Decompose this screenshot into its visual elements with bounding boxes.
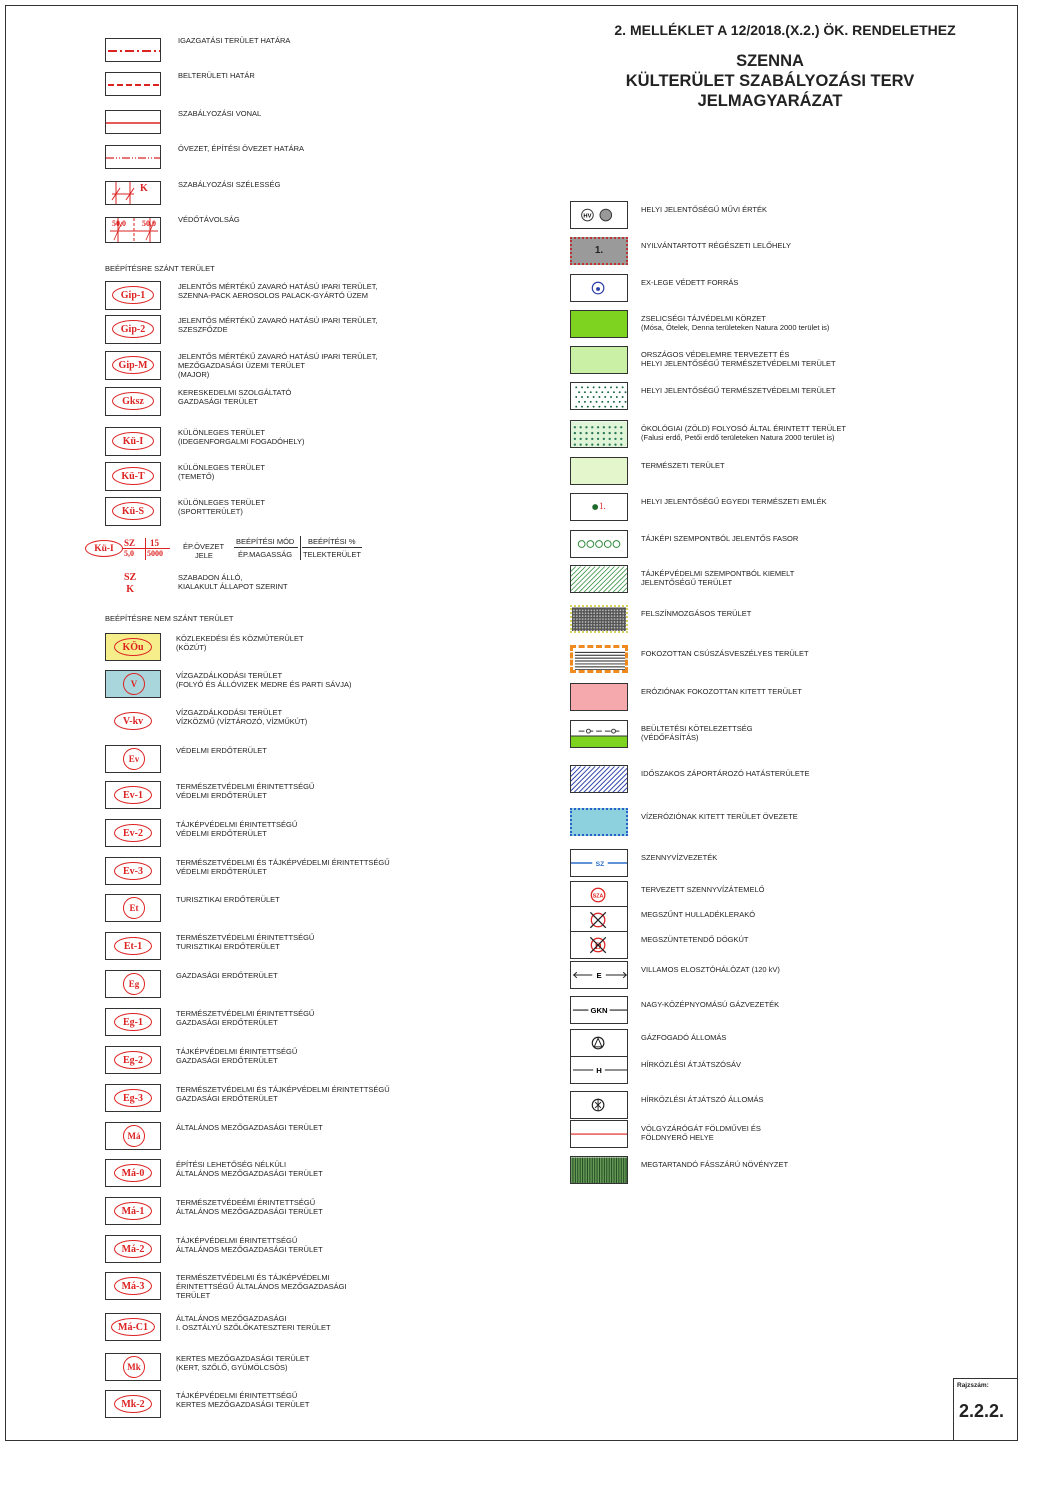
zone-code-ellipse: Eg-1 bbox=[114, 1013, 152, 1031]
zone-label: TÁJKÉPVÉDELMI ÉRINTETTSÉGŰ ÁLTALÁNOS MEZŐGAZDASÁGI TERÜLET bbox=[176, 1236, 323, 1254]
zone-label: ÁLTALÁNOS MEZŐGAZDASÁGI TERÜLET bbox=[176, 1123, 323, 1132]
symbol-label: BEÜLTETÉSI KÖTELEZETTSÉG (VÉDŐFÁSÍTÁS) bbox=[641, 724, 753, 742]
zone-code-circle: Ev bbox=[123, 748, 145, 770]
symbol-hatch-green bbox=[570, 565, 628, 593]
zone-code-ellipse: Et-1 bbox=[114, 937, 152, 955]
zone-label: JELENTŐS MÉRTÉKŰ ZAVARÓ HATÁSÚ IPARI TERÜLET, SZESZFŐZDE bbox=[178, 316, 378, 334]
symbol-label: HELYI JELENTŐSÉGŰ TERMÉSZETVÉDELMI TERÜLET bbox=[641, 386, 836, 395]
symbol-label: ORSZÁGOS VÉDELEMRE TERVEZETT ÉS HELYI JELENTŐSÉGŰ TERMÉSZETVÉDELMI TERÜLET bbox=[641, 350, 836, 368]
symbol-label: MEGSZŰNT HULLADÉKLERAKÓ bbox=[641, 910, 756, 919]
symbol-label: HELYI JELENTŐSÉGŰ EGYEDI TERMÉSZETI EMLÉK bbox=[641, 497, 827, 506]
symbol-solid bbox=[570, 310, 628, 338]
admin-boundary-label: IGAZGATÁSI TERÜLET HATÁRA bbox=[178, 36, 291, 45]
drawing-number-stamp bbox=[953, 1378, 1018, 1441]
archeo-number: 1. bbox=[594, 245, 604, 256]
zone-label: TURISZTIKAI ERDŐTERÜLET bbox=[176, 895, 280, 904]
zone-code-ellipse: Kü-I bbox=[112, 432, 154, 450]
zone-code-circle: Má bbox=[123, 1125, 145, 1147]
zone-label: TERMÉSZETVÉDELMI ÉS TÁJKÉPVÉDELMI ÉRINTETTSÉGŰ ÁLTALÁNOS MEZŐGAZDASÁGI TERÜLET bbox=[176, 1273, 347, 1300]
symbol-label: TERVEZETT SZENNYVÍZÁTEMELŐ bbox=[641, 885, 765, 894]
symbol-label: MEGSZÜNTETENDŐ DÖGKÚT bbox=[641, 935, 749, 944]
zone-code-ellipse: KÖu bbox=[114, 638, 152, 656]
free-standing-sz: SZ bbox=[124, 572, 137, 583]
symbol-dots-eco bbox=[570, 420, 628, 448]
zone-code-ellipse: Kü-T bbox=[112, 467, 154, 485]
svg-text:SZA: SZA bbox=[592, 893, 604, 900]
zone-label: VÍZGAZDÁLKODÁSI TERÜLET VÍZKÖZMŰ (VÍZTÁROZÓ, VÍZMŰKÚT) bbox=[176, 708, 308, 726]
zone-label: TÁJKÉPVÉDELMI ÉRINTETTSÉGŰ GAZDASÁGI ERDŐTERÜLET bbox=[176, 1047, 298, 1065]
zone-code-ellipse: Kü-S bbox=[112, 502, 154, 520]
symbol-planting bbox=[570, 720, 628, 748]
symbol-solid bbox=[570, 683, 628, 711]
symbol-solid bbox=[570, 457, 628, 485]
symbol-label: HÍRKÖZLÉSI ÁTJÁTSZÓ ÁLLOMÁS bbox=[641, 1095, 764, 1104]
zone-code-ellipse: Má-1 bbox=[114, 1202, 152, 1220]
zone-boundary-symbol bbox=[105, 145, 161, 169]
title-line-2: KÜLTERÜLET SZABÁLYOZÁSI TERV bbox=[625, 72, 915, 90]
zone-label: GAZDASÁGI ERDŐTERÜLET bbox=[176, 971, 278, 980]
zone-key-col1-top: ÉP.ÖVEZET bbox=[183, 542, 225, 551]
regulation-line-symbol bbox=[105, 110, 161, 134]
symbol-solid bbox=[570, 346, 628, 374]
zone-label: TÁJKÉPVÉDELMI ÉRINTETTSÉGŰ KERTES MEZŐGAZDASÁGI TERÜLET bbox=[176, 1391, 310, 1409]
symbol-label: ERÓZIÓNAK FOKOZOTTAN KITETT TERÜLET bbox=[641, 687, 802, 696]
symbol-radiostation bbox=[570, 1091, 628, 1119]
svg-text:HV: HV bbox=[583, 213, 592, 220]
protection-distance-label: VÉDŐTÁVOLSÁG bbox=[178, 215, 240, 224]
symbol-label: TÁJKÉPI SZEMPONTBÓL JELENTŐS FASOR bbox=[641, 534, 799, 543]
free-standing-symbol bbox=[124, 572, 136, 596]
symbol-dam bbox=[570, 1120, 628, 1148]
symbol-label: VÖLGYZÁRÓGÁT FÖLDMŰVEI ÉS FÖLDNYERŐ HELYE bbox=[641, 1124, 761, 1142]
zone-code-ellipse: Ev-3 bbox=[114, 862, 152, 880]
zone-code-ellipse: Má-0 bbox=[114, 1164, 152, 1182]
regulation-width-label: SZABÁLYOZÁSI SZÉLESSÉG bbox=[178, 180, 281, 189]
symbol-label: FELSZÍNMOZGÁSOS TERÜLET bbox=[641, 609, 752, 618]
admin-boundary-symbol bbox=[105, 38, 161, 62]
zone-code-ellipse: Gip-2 bbox=[112, 320, 154, 338]
svg-text:GKN: GKN bbox=[590, 1005, 608, 1015]
zone-code-ellipse: Má-2 bbox=[114, 1240, 152, 1258]
zone-key-divider-1 bbox=[234, 547, 298, 548]
title-line-1: SZENNA bbox=[736, 52, 804, 70]
svg-text:SZ: SZ bbox=[595, 860, 605, 868]
zone-label: TERMÉSZETVÉDELMI ÉRINTETTSÉGŰ TURISZTIKAI ERDŐTERÜLET bbox=[176, 933, 315, 951]
memorial-number: 1. bbox=[599, 501, 606, 511]
zone-key-col2-top: BEÉPÍTÉSI MÓD bbox=[236, 537, 295, 546]
symbol-label: TERMÉSZETI TERÜLET bbox=[641, 461, 725, 470]
zone-label: KERTES MEZŐGAZDASÁGI TERÜLET (KERT, SZŐLŐ, GYÜMÖLCSÖS) bbox=[176, 1354, 310, 1372]
zone-code-ellipse: Ev-1 bbox=[114, 786, 152, 804]
zone-label: TERMÉSZETVÉDELMI ÉS TÁJKÉPVÉDELMI ÉRINTETTSÉGŰ VÉDELMI ERDŐTERÜLET bbox=[176, 858, 390, 876]
zone-label: VÍZGAZDÁLKODÁSI TERÜLET (FOLYÓ ÉS ÁLLÓVIZEK MEDRE ÉS PARTI SÁVJA) bbox=[176, 671, 352, 689]
zone-label: TERMÉSZETVÉDELMI ÉRINTETTSÉGŰ VÉDELMI ERDŐTERÜLET bbox=[176, 782, 315, 800]
free-standing-k: K bbox=[126, 584, 134, 595]
regulation-width-code: K bbox=[140, 183, 148, 194]
zone-key-col1-bot: JELE bbox=[195, 551, 213, 560]
protection-distance-value-a: 50,0 bbox=[112, 219, 126, 228]
zone-label: VÉDELMI ERDŐTERÜLET bbox=[176, 746, 267, 755]
zone-label: KÖZLEKEDÉSI ÉS KÖZMŰTERÜLET (KÖZÚT) bbox=[176, 634, 304, 652]
symbol-row bbox=[570, 530, 628, 558]
zone-label: JELENTŐS MÉRTÉKŰ ZAVARÓ HATÁSÚ IPARI TERÜLET, MEZŐGAZDASÁGI ÜZEMI TERÜLET (MAJOR) bbox=[178, 352, 378, 379]
symbol-gasstation bbox=[570, 1029, 628, 1057]
zone-key-15: 15 bbox=[150, 538, 159, 548]
inner-area-boundary-symbol bbox=[105, 72, 161, 96]
symbol-label: HELYI JELENTŐSÉGŰ MŰVI ÉRTÉK bbox=[641, 205, 768, 214]
zone-key-col3-top: BEÉPÍTÉSI % bbox=[308, 537, 356, 546]
zone-code-circle: Mk bbox=[123, 1356, 145, 1378]
stamp-label: Rajzszám: bbox=[957, 1382, 989, 1389]
zone-code-circle: V bbox=[123, 673, 145, 695]
zone-label: KÜLÖNLEGES TERÜLET (IDEGENFORGALMI FOGADÓHELY) bbox=[178, 428, 305, 446]
zone-label: TERMÉSZETVÉDELMI ÉS TÁJKÉPVÉDELMI ÉRINTETTSÉGŰ GAZDASÁGI ERDŐTERÜLET bbox=[176, 1085, 390, 1103]
symbol-label: VÍZERÓZIÓNAK KITETT TERÜLET ÖVEZETE bbox=[641, 812, 798, 821]
zone-code-ellipse: V-kv bbox=[114, 712, 152, 730]
symbol-surface bbox=[570, 605, 628, 633]
zone-key-area: 5000 bbox=[147, 549, 163, 558]
zone-label: KÜLÖNLEGES TERÜLET (SPORTTERÜLET) bbox=[178, 498, 265, 516]
symbol-label: ÖKOLÓGIAI (ZÖLD) FOLYOSÓ ÁLTAL ÉRINTETT TERÜLET (Falusi erdő, Petői erdő területeken Natura 2000 terület is) bbox=[641, 424, 846, 442]
symbol-label: NAGY-KÖZÉPNYOMÁSÚ GÁZVEZETÉK bbox=[641, 1000, 780, 1009]
legend-title bbox=[560, 51, 980, 111]
zone-code-ellipse: Eg-2 bbox=[114, 1051, 152, 1069]
zone-label: ÉPÍTÉSI LEHETŐSÉG NÉLKÜLI ÁLTALÁNOS MEZŐGAZDASÁGI TERÜLET bbox=[176, 1160, 323, 1178]
zone-code-ellipse: Má-C1 bbox=[111, 1318, 155, 1336]
zone-code-circle: Et bbox=[123, 897, 145, 919]
symbol-hatch-blue bbox=[570, 765, 628, 793]
zone-key-col2-bot: ÉP.MAGASSÁG bbox=[238, 550, 293, 559]
symbol-sza bbox=[570, 881, 628, 909]
zone-key-box bbox=[122, 538, 170, 560]
zone-label: TÁJKÉPVÉDELMI ÉRINTETTSÉGŰ VÉDELMI ERDŐTERÜLET bbox=[176, 820, 298, 838]
symbol-label: IDŐSZAKOS ZÁPORTÁROZÓ HATÁSTERÜLETE bbox=[641, 769, 810, 778]
zone-label: KÜLÖNLEGES TERÜLET (TEMETŐ) bbox=[178, 463, 265, 481]
symbol-label: VILLAMOS ELOSZTÓHÁLÓZAT (120 kV) bbox=[641, 965, 780, 974]
section-unbuilt-heading: BEÉPÍTÉSRE NEM SZÁNT TERÜLET bbox=[105, 614, 234, 623]
zone-code-circle: Eg bbox=[123, 973, 145, 995]
inner-area-boundary-label: BELTERÜLETI HATÁR bbox=[178, 71, 255, 80]
symbol-label: MEGTARTANDÓ FÁSSZÁRÚ NÖVÉNYZET bbox=[641, 1160, 789, 1169]
regulation-width-symbol bbox=[105, 181, 161, 205]
protection-distance-value-b: 50,0 bbox=[142, 219, 156, 228]
symbol-label: EX-LEGE VÉDETT FORRÁS bbox=[641, 278, 739, 287]
symbol-sewer bbox=[570, 849, 628, 877]
section-built-heading: BEÉPÍTÉSRE SZÁNT TERÜLET bbox=[105, 264, 215, 273]
symbol-label: FOKOZOTTAN CSÚSZÁSVESZÉLYES TERÜLET bbox=[641, 649, 809, 658]
annex-title: 2. MELLÉKLET A 12/2018.(X.2.) ÖK. RENDELETHEZ bbox=[614, 22, 956, 38]
zone-label: TERMÉSZETVÉDELMI ÉRINTETTSÉGŰ GAZDASÁGI ERDŐTERÜLET bbox=[176, 1009, 315, 1027]
zone-boundary-label: ÖVEZET, ÉPÍTÉSI ÖVEZET HATÁRA bbox=[178, 144, 304, 153]
zone-label: KERESKEDELMI SZOLGÁLTATÓ GAZDASÁGI TERÜLET bbox=[178, 388, 292, 406]
regulation-line-label: SZABÁLYOZÁSI VONAL bbox=[178, 109, 262, 118]
symbol-label: TÁJKÉPVÉDELMI SZEMPONTBÓL KIEMELT JELENTŐSÉGŰ TERÜLET bbox=[641, 569, 795, 587]
symbol-waste bbox=[570, 906, 628, 934]
zone-label: TERMÉSZETVÉDEÉMI ÉRINTETTSÉGŰ ÁLTALÁNOS MEZŐGAZDASÁGI TERÜLET bbox=[176, 1198, 323, 1216]
symbol-label: HÍRKÖZLÉSI ÁTJÁTSZÓSÁV bbox=[641, 1060, 742, 1069]
title-line-3: JELMAGYARÁZAT bbox=[697, 92, 843, 110]
symbol-label: SZENNYVÍZVEZETÉK bbox=[641, 853, 718, 862]
zone-key-divider-3 bbox=[302, 547, 362, 548]
zone-key-divider-2 bbox=[300, 536, 301, 560]
symbol-dots-green bbox=[570, 382, 628, 410]
svg-text:D: D bbox=[594, 940, 602, 952]
svg-text:E: E bbox=[596, 970, 602, 980]
zone-code-ellipse: Eg-3 bbox=[114, 1089, 152, 1107]
symbol-spring bbox=[570, 274, 628, 302]
symbol-label: GÁZFOGADÓ ÁLLOMÁS bbox=[641, 1033, 727, 1042]
zone-code-ellipse: Mk-2 bbox=[114, 1395, 152, 1413]
symbol-label: NYILVÁNTARTOTT RÉGÉSZETI LELŐHELY bbox=[641, 241, 792, 250]
symbol-gas bbox=[570, 996, 628, 1024]
symbol-water-erosion bbox=[570, 808, 628, 836]
stamp-number: 2.2.2. bbox=[959, 1401, 1005, 1421]
zone-code-ellipse: Má-3 bbox=[114, 1277, 152, 1295]
zone-code-ellipse: Gip-M bbox=[112, 356, 154, 374]
svg-text:H: H bbox=[596, 1065, 602, 1075]
zone-key-col3-bot: TELEKTERÜLET bbox=[303, 550, 361, 559]
zone-code-ellipse: Ev-2 bbox=[114, 824, 152, 842]
symbol-trees bbox=[570, 1156, 628, 1184]
zone-label: ÁLTALÁNOS MEZŐGAZDASÁGI I. OSZTÁLYÚ SZŐLŐKATESZTERI TERÜLET bbox=[176, 1314, 331, 1332]
zone-code-ellipse: Gksz bbox=[112, 392, 154, 410]
zone-key-code: Kü-I bbox=[85, 540, 123, 557]
symbol-radio bbox=[570, 1056, 628, 1084]
free-standing-label: SZABADON ÁLLÓ, KIALAKULT ÁLLAPOT SZERINT bbox=[178, 573, 288, 591]
zone-key-sz: SZ bbox=[124, 538, 136, 548]
symbol-electric bbox=[570, 961, 628, 989]
zone-code-ellipse: Gip-1 bbox=[112, 286, 154, 304]
symbol-hv bbox=[570, 201, 628, 229]
zone-label: JELENTŐS MÉRTÉKŰ ZAVARÓ HATÁSÚ IPARI TERÜLET, SZENNA-PACK AEROSOLOS PALACK-GYÁRTÓ ÜZEM bbox=[178, 282, 378, 300]
zone-key-height: 5,0 bbox=[124, 549, 134, 558]
symbol-landslide bbox=[570, 645, 628, 673]
symbol-carcass bbox=[570, 931, 628, 959]
symbol-label: ZSELICSÉGI TÁJVÉDELMI KÖRZET (Mósa, Ötelek, Denna területeken Natura 2000 terület is) bbox=[641, 314, 830, 332]
